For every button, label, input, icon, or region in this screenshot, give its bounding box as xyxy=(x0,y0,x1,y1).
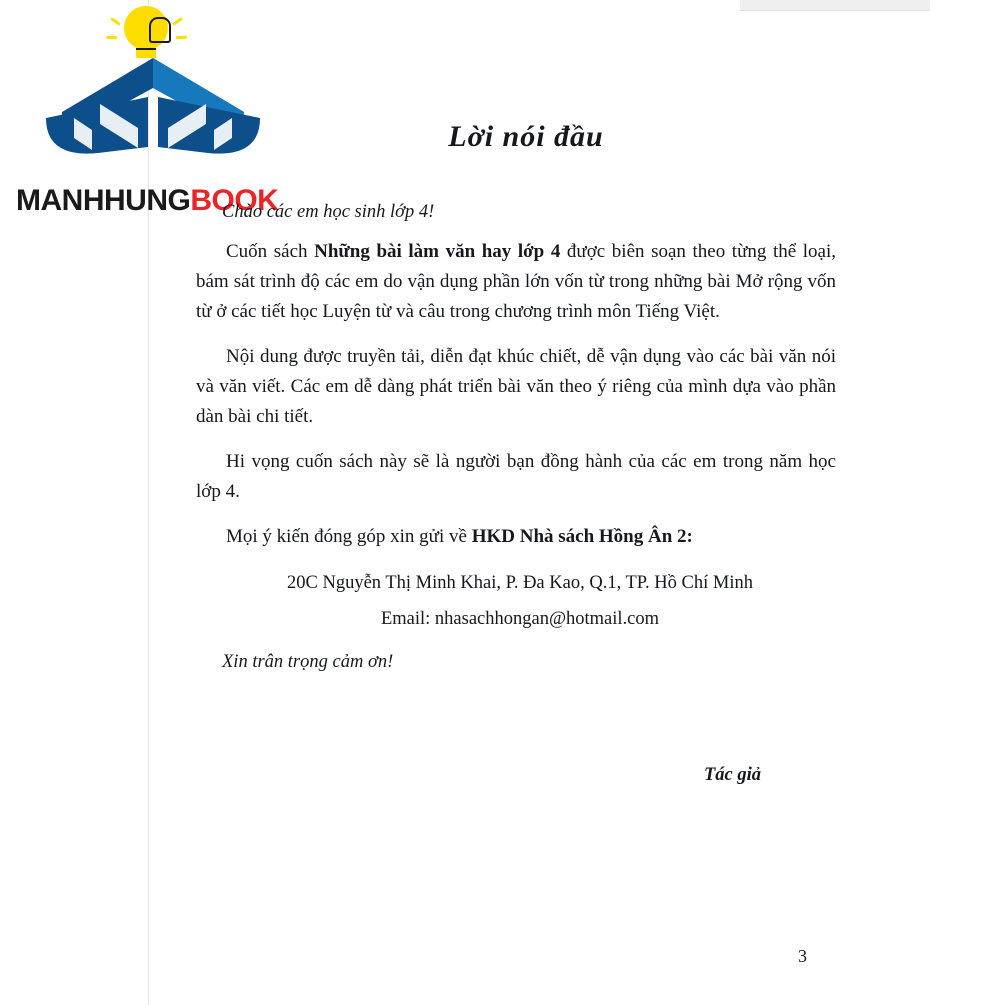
bulb-ray-icon xyxy=(110,17,121,26)
paragraph-3: Hi vọng cuốn sách này sẽ là người bạn đồng hành của các em trong năm học lớp 4. xyxy=(196,451,836,502)
contact-intro-text: Mọi ý kiến đóng góp xin gửi về xyxy=(226,526,472,547)
contact-email: Email: nhasachhongan@hotmail.com xyxy=(380,609,660,629)
book-title-emphasis: Những bài làm văn hay lớp 4 xyxy=(314,241,561,262)
closing-thanks: Xin trân trọng cảm ơn! xyxy=(222,652,394,672)
bulb-ray-icon xyxy=(176,36,187,39)
page-number: 3 xyxy=(798,946,807,966)
brand-text-secondary: BOOK xyxy=(190,184,279,217)
document-body xyxy=(196,120,836,786)
brand-text-primary: MANHHUNG xyxy=(16,184,191,217)
page-title: Lời nói đầu xyxy=(448,120,604,153)
paragraph-2: Nội dung được truyền tải, diễn đạt khúc chiết, dễ vận dụng vào các bài văn nói và văn viết. Các em dễ dàng phát triển bài văn theo ý riêng của mình dựa vào phần dàn bài chi tiết. xyxy=(196,346,836,427)
bulb-glass-icon xyxy=(124,6,168,50)
bulb-ray-icon xyxy=(106,36,117,39)
paragraph-1 xyxy=(196,237,836,327)
bulb-filament-icon xyxy=(149,17,171,43)
contact-store-name: HKD Nhà sách Hồng Ân 2: xyxy=(471,526,693,547)
contact-address: 20C Nguyễn Thị Minh Khai, P. Đa Kao, Q.1, TP. Hồ Chí Minh xyxy=(287,573,753,593)
paragraph-1-text-post: được biên soạn theo từng thể loại, bám sát trình độ các em do vận dụng phần lớn vốn từ trong những bài Mở rộng vốn từ ở các tiết học Luyện từ và câu trong chương trình môn Tiếng Việt. xyxy=(196,241,837,322)
contact-paragraph xyxy=(196,522,836,552)
paragraph-1-text-pre: Cuốn sách xyxy=(226,241,315,262)
signature-author: Tác giả xyxy=(703,765,761,785)
scan-artifact-top xyxy=(740,0,930,11)
greeting-line: Chào các em học sinh lớp 4! xyxy=(222,202,435,222)
bulb-ray-icon xyxy=(172,17,183,26)
